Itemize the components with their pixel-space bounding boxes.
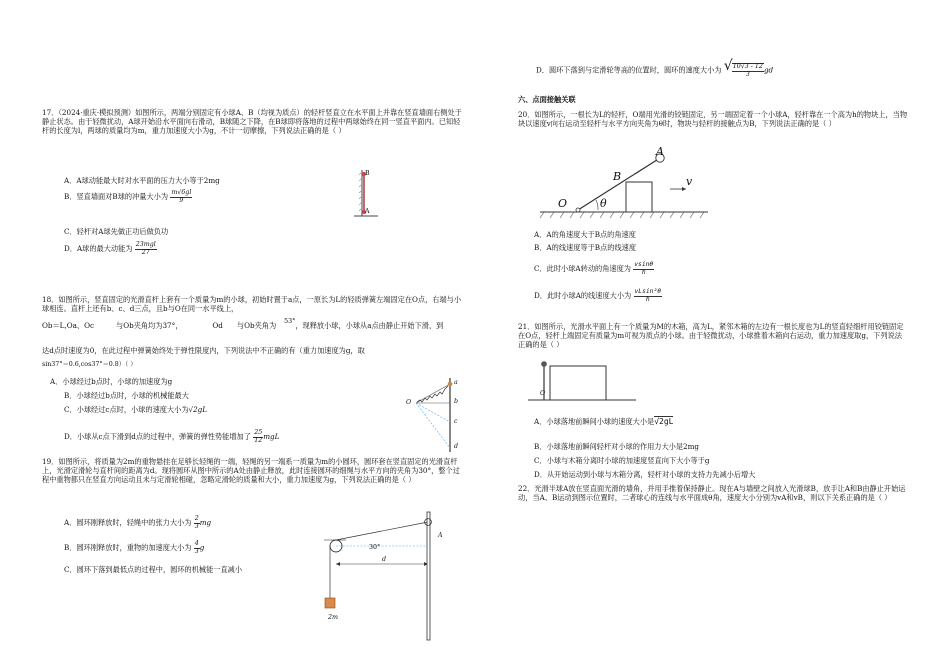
- q17-option-a: A．A球动能最大时对水平面的压力大小等于2mg: [64, 176, 220, 185]
- q19-option-d: D．圆环下落到与定滑轮等高的位置时，圆环的速度大小为 √ $\frac{10√3 - 12}{3}$ gd: [536, 58, 774, 78]
- q21-option-c: C．小球与木箱分离时小球的加速度竖直向下大小等于g: [534, 456, 710, 465]
- q17-option-b: B．竖直墙面对B球的冲量大小为 $\frac{m√6gl}{9}$: [64, 189, 192, 204]
- question-18: [42, 295, 462, 313]
- q18-label-d: d: [454, 443, 459, 450]
- q21-label-o: O: [540, 390, 546, 397]
- q20-c-fraction: $\frac{vsin\theta}{h}$: [634, 261, 654, 276]
- question-22: [518, 484, 908, 502]
- q18-label-o: O: [406, 399, 412, 406]
- question-21: [518, 322, 908, 349]
- q22-stem: 22．光滑半球A放在竖直面光滑的墙角，并用手推着保持静止。现在A与墙壁之间放入光滑球B，放手让A和B由静止开始运动，当A、B运动到图示位置时，二者球心的连线与水平面成θ角，速度大小分别为vA和vB，则以下关系正确的是（ ）: [518, 484, 906, 502]
- q21-stem: 21．如图所示，光滑水平面上有一个质量为M的木箱，高为L，紧邻木箱的左边有一根长度也为L的竖直轻细杆用铰链固定在O点，轻杆上端固定有质量为m可视为质点的小球。由于轻微扰动，小球推着木箱向右运动，重力加速度取g，下列说法正确的是（ ）: [518, 322, 904, 349]
- q17-b-fraction: $\frac{m√6gl}{9}$: [171, 189, 192, 204]
- q19-option-c: C．圆环下落到最低点的过程中，圆环的机械能一直减小: [64, 565, 243, 574]
- q19-label-a: A: [438, 532, 443, 539]
- q19-figure: [324, 512, 452, 642]
- q20-d-fraction: $\frac{\text{vLsin²θ}}{h}$: [634, 288, 662, 303]
- q18-option-b: B．小球经过b点时，小球的机械能最大: [64, 391, 189, 400]
- q20-option-a: A．A的角速度大于B点的角速度: [534, 230, 636, 239]
- q18-stem-2: Ob＝L,Oa、Oc 与Ob夹角均为37°， Od 与Ob夹角为 53°，现释放小球，小球从a点由静止开始下滑，到: [42, 318, 444, 330]
- q19-d-root: √ $\frac{10√3 - 12}{3}$ gd: [723, 58, 774, 78]
- q18-label-c: c: [454, 418, 458, 425]
- radical-sign: √: [723, 58, 733, 74]
- q19-label-mass: 2m: [328, 614, 338, 621]
- q18-label-a: a: [454, 379, 458, 386]
- q17-option-c: C．轻杆对A球先做正功后做负功: [64, 227, 169, 236]
- q18-label-b: b: [454, 398, 459, 405]
- q18-d-fraction: $\frac{25}{12}$: [254, 429, 263, 444]
- q20-label-o: O: [558, 197, 568, 210]
- q17-option-d: D．A球的最大动能为 $\frac{\text{23mgl}}{27}$: [64, 241, 156, 256]
- q18-option-d: D．小球从c点下滑到d点的过程中，弹簧的弹性势能增加了 $\frac{25}{12}$ mgL: [64, 429, 280, 444]
- q20-label-theta: θ: [600, 197, 607, 210]
- q18-stem-4: sin37°＝0.6,cos37°＝0.8）（ ）: [42, 361, 137, 368]
- q18-stem-1: 18．如图所示，竖直固定的光滑直杆上套有一个质量为m的小球，初始时置于a点，一原长为L的轻质弹簧左端固定在O点，右端与小球相连。直杆上还有b、c、d三点，且b与O在同一水平线上，: [42, 295, 462, 313]
- q20-option-d: D．此时小球A的线速度大小为 $\frac{\text{vLsin²θ}}{h}$: [534, 288, 662, 303]
- q18-option-a: A．小球经过b点时，小球的加速度为g: [50, 377, 173, 386]
- question-17: [42, 108, 462, 135]
- q18-option-c: C．小球经过c点时，小球的速度大小为√2gL: [64, 405, 208, 414]
- q19-a-fraction: $\frac{2}{3}$: [194, 515, 199, 530]
- q20-label-b: B: [613, 170, 622, 183]
- q17-label-b: B: [365, 170, 370, 177]
- q20-label-a: A: [656, 145, 664, 158]
- q17-stem: 17．（2024·重庆·模拟预测）如图所示，两端分别固定有小球A、B（均视为质点）的轻杆竖直立在水平面上并靠在竖直墙面右侧处于静止状态。由于轻微扰动，A球开始沿水平面向右滑动，B球随之下降，在B球即将落地的过程中两球始终在同一竖直平面内。已知轻杆的长度为l，两球的质量均为m，重力加速度大小为g，不计一切摩擦，下列说法正确的是（ ）: [42, 108, 462, 135]
- q21-option-d: D．从开始运动到小球与木箱分离，轻杆对小球的支持力先减小后增大: [534, 470, 756, 479]
- question-20: [518, 110, 908, 128]
- q19-label-angle: 30°: [369, 544, 381, 551]
- q20-stem: 20．如图所示，一根长为L的轻杆，O端用光滑的铰链固定，另一端固定着一个小球A，轻杆靠在一个高为h的物块上，当物块以速度v向右运动至轻杆与水平方向夹角为θ时，物块与轻杆的接触点为B，下列说法正确的是（ ）: [518, 110, 908, 128]
- q20-option-c: C．此时小球A转动的角速度为 $\frac{vsin\theta}{h}$: [534, 261, 654, 276]
- q19-stem: 19．如图所示，将质量为2m的重物悬挂在足够长轻绳的一端，轻绳的另一端系一质量为m的小圆环，圆环套在竖直固定的光滑直杆上，光滑定滑轮与直杆间的距离为d。现将圆环从图中所示的A处由静止释放，此时连接圆环的细绳与水平方向的夹角为30°，整个过程中重物都只在竖直方向运动且未与定滑轮相碰，忽略定滑轮的质量和大小，重力加速度为g，下列说法正确的是（ ）: [42, 457, 460, 484]
- q20-option-b: B．A的线速度等于B点的线速度: [534, 243, 637, 252]
- q21-option-b: B．小球落地前瞬间轻杆对小球的作用力大小是2mg: [534, 442, 700, 451]
- q17-d-fraction: $\frac{\text{23mgl}}{27}$: [135, 241, 156, 256]
- section-6-heading: 六、点面接触关联: [518, 95, 576, 104]
- q18-stem-3: 达d点时速度为0，在此过程中弹簧始终处于弹性限度内，下列说法中不正确的有（重力加速度为g，取: [42, 346, 365, 355]
- q19-b-fraction: $\frac{4}{3}$: [194, 540, 199, 555]
- question-19: [42, 457, 462, 484]
- q19-option-b: B．圆环刚释放时，重物的加速度大小为 $\frac{4}{3}$ g: [64, 540, 205, 555]
- q19-option-a: A．圆环刚释放时，轻绳中的张力大小为 $\frac{2}{3}$ mg: [64, 515, 212, 530]
- q19-label-d: d: [382, 556, 387, 563]
- q20-label-v: v: [686, 175, 693, 188]
- q21-option-a: A．小球落地前瞬间小球的速度大小是√2gL: [534, 417, 674, 426]
- q17-label-a: A: [365, 208, 370, 215]
